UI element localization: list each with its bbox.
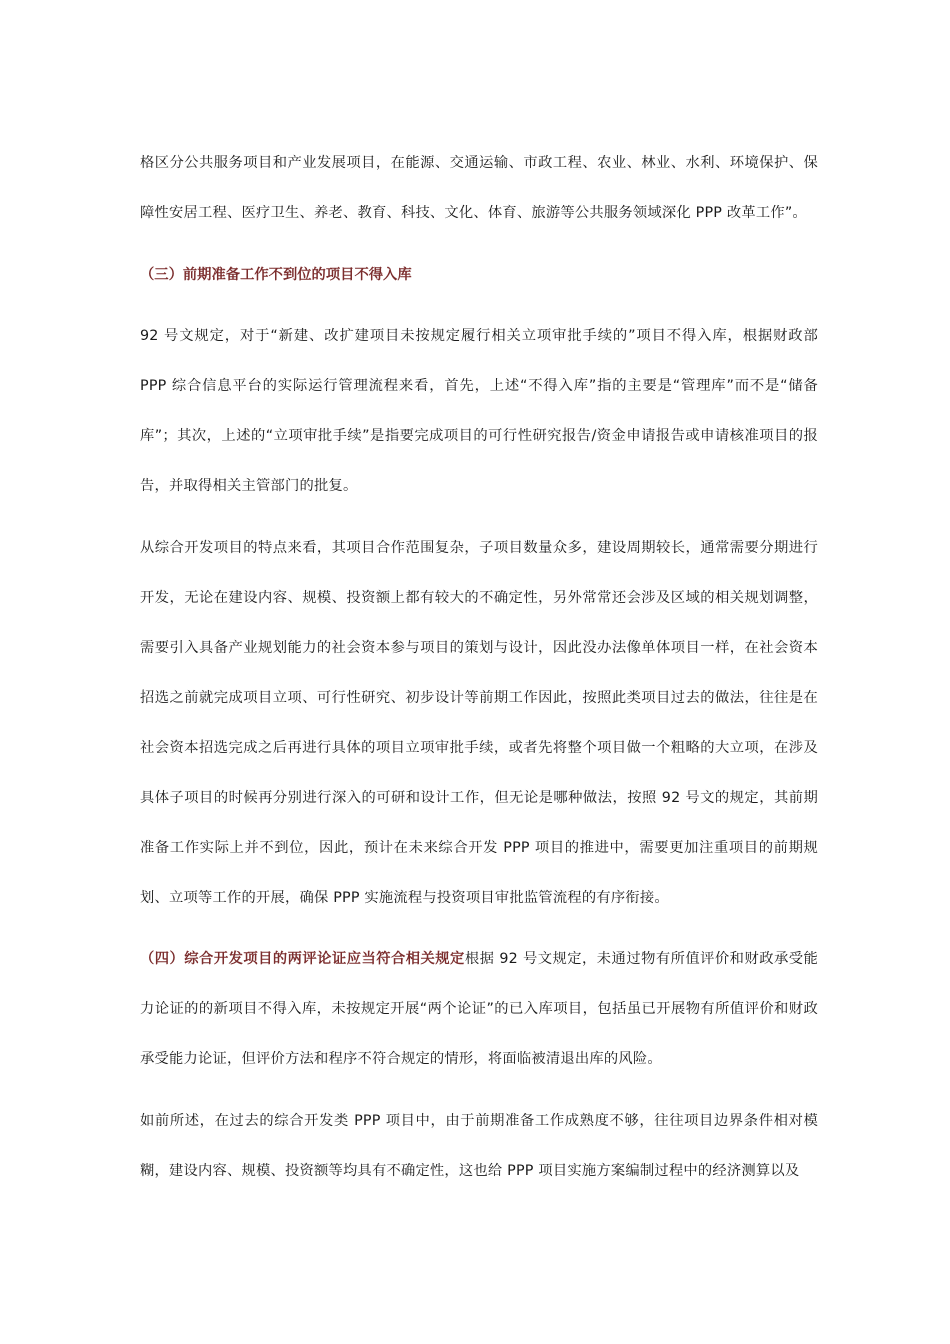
paragraph-comprehensive-development: 从综合开发项目的特点来看，其项目合作范围复杂，子项目数量众多，建设周期较长，通常需要分期进行开发，无论在建设内容、规模、投资额上都有较大的不确定性，另外常常还会涉及区域的相关规划调整，需要引入具备产业规划能力的社会资本参与项目的策划与设计，因此没办法像单体项目一样，在社会资本招选之前就完成项目立项、可行性研究、初步设计等前期工作因此，按照此类项目过去的做法，往往是在社会资本招选完成之后再进行具体的项目立项审批手续，或者先将整个项目做一个粗略的大立项，在涉及具体子项目的时候再分别进行深入的可研和设计工作，但无论是哪种做法，按照 92 号文的规定，其前期准备工作实际上并不到位，因此，预计在未来综合开发 PPP 项目的推进中，需要更加注重项目的前期规划、立项等工作的开展，确保 PPP 实施流程与投资项目审批监管流程的有序衔接。 bbox=[140, 539, 818, 906]
section-heading-3: （三）前期准备工作不到位的项目不得入库 bbox=[140, 266, 412, 283]
paragraph-doc92-approval: 92 号文规定，对于“新建、改扩建项目未按规定履行相关立项审批手续的”项目不得入库，根据财政部 PPP 综合信息平台的实际运行管理流程来看，首先，上述“不得入库”指的主要是“管理库”而不是“储备库”；其次，上述的“立项审批手续”是指要完成项目的可行性研究报告/资金申请报告或申请核准项目的报告，并取得相关主管部门的批复。 bbox=[140, 328, 818, 494]
paragraph-boundary-conditions: 如前所述，在过去的综合开发类 PPP 项目中，由于前期准备工作成熟度不够，往往项目边界条件相对模糊，建设内容、规模、投资额等均具有不确定性，这也给 PPP 项目实施方案编制过程中的经济测算以及 bbox=[140, 1112, 818, 1179]
paragraph-two-evaluations-text: 根据 92 号文规定，未通过物有所值评价和财政承受能力论证的的新项目不得入库，未按规定开展“两个论证”的已入库项目，包括虽已开展物有所值评价和财政承受能力论证，但评价方法和程序不符合规定的情形，将面临被清退出库的风险。 bbox=[140, 951, 818, 1067]
document-page bbox=[140, 138, 818, 1207]
paragraph-public-service: 格区分公共服务项目和产业发展项目，在能源、交通运输、市政工程、农业、林业、水利、环境保护、保障性安居工程、医疗卫生、养老、教育、科技、文化、体育、旅游等公共服务领域深化 PPP 改革工作”。 bbox=[140, 155, 818, 221]
section-heading-4: （四）综合开发项目的两评论证应当符合相关规定 bbox=[140, 951, 465, 967]
paragraph-two-evaluations bbox=[140, 934, 818, 1084]
